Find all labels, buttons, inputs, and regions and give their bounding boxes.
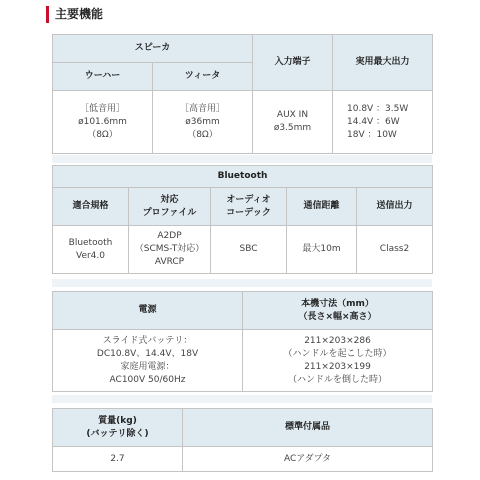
transmit-power-header: 送信出力 — [357, 188, 433, 226]
speaker-spec-table — [52, 34, 433, 154]
divider-strip — [52, 279, 432, 287]
power-source-value: スライド式バッテリ： DC10.8V、14.4V、18V 家庭用電源： AC100V 50/60Hz — [53, 330, 243, 392]
supported-profile-header: 対応 プロファイル — [129, 188, 211, 226]
input-terminal-value: AUX IN ø3.5mm — [253, 91, 333, 154]
bluetooth-spec-table — [52, 165, 433, 274]
max-output-value: 10.8V ：3.5W 14.4V ：6W 18V ：10W — [333, 91, 433, 154]
woofer-value: ［低音用］ ø101.6mm （8Ω） — [53, 91, 153, 154]
accessories-value: ACアダプタ — [183, 447, 433, 472]
compatible-standard-header: 適合規格 — [53, 188, 129, 226]
woofer-header: ウーハー — [53, 63, 153, 91]
weight-value: 2.7 — [53, 447, 183, 472]
max-output-header: 実用最大出力 — [333, 35, 433, 91]
bluetooth-group-header: Bluetooth — [53, 166, 433, 188]
communication-range-header: 通信距離 — [287, 188, 357, 226]
dimensions-header: 本機寸法（mm） （長さ×幅×高さ） — [243, 292, 433, 330]
communication-range-value: 最大10m — [287, 226, 357, 274]
divider-strip — [52, 395, 432, 403]
accessories-header: 標準付属品 — [183, 409, 433, 447]
transmit-power-value: Class2 — [357, 226, 433, 274]
dimensions-value: 211×203×286 （ハンドルを起こした時） 211×203×199 （ハンドルを倒した時） — [243, 330, 433, 392]
tweeter-header: ツィータ — [153, 63, 253, 91]
power-source-header: 電源 — [53, 292, 243, 330]
speaker-group-header: スピーカ — [53, 35, 253, 63]
section-title: 主要機能 — [46, 6, 103, 23]
audio-codec-value: SBC — [211, 226, 287, 274]
power-spec-table — [52, 291, 433, 392]
weight-header: 質量(kg) (バッテリ除く) — [53, 409, 183, 447]
tweeter-value: ［高音用］ ø36mm （8Ω） — [153, 91, 253, 154]
compatible-standard-value: Bluetooth Ver4.0 — [53, 226, 129, 274]
weight-spec-table — [52, 408, 433, 472]
audio-codec-header: オーディオ コーデック — [211, 188, 287, 226]
supported-profile-value: A2DP （SCMS-T対応） AVRCP — [129, 226, 211, 274]
divider-strip — [52, 155, 432, 163]
input-terminal-header: 入力端子 — [253, 35, 333, 91]
